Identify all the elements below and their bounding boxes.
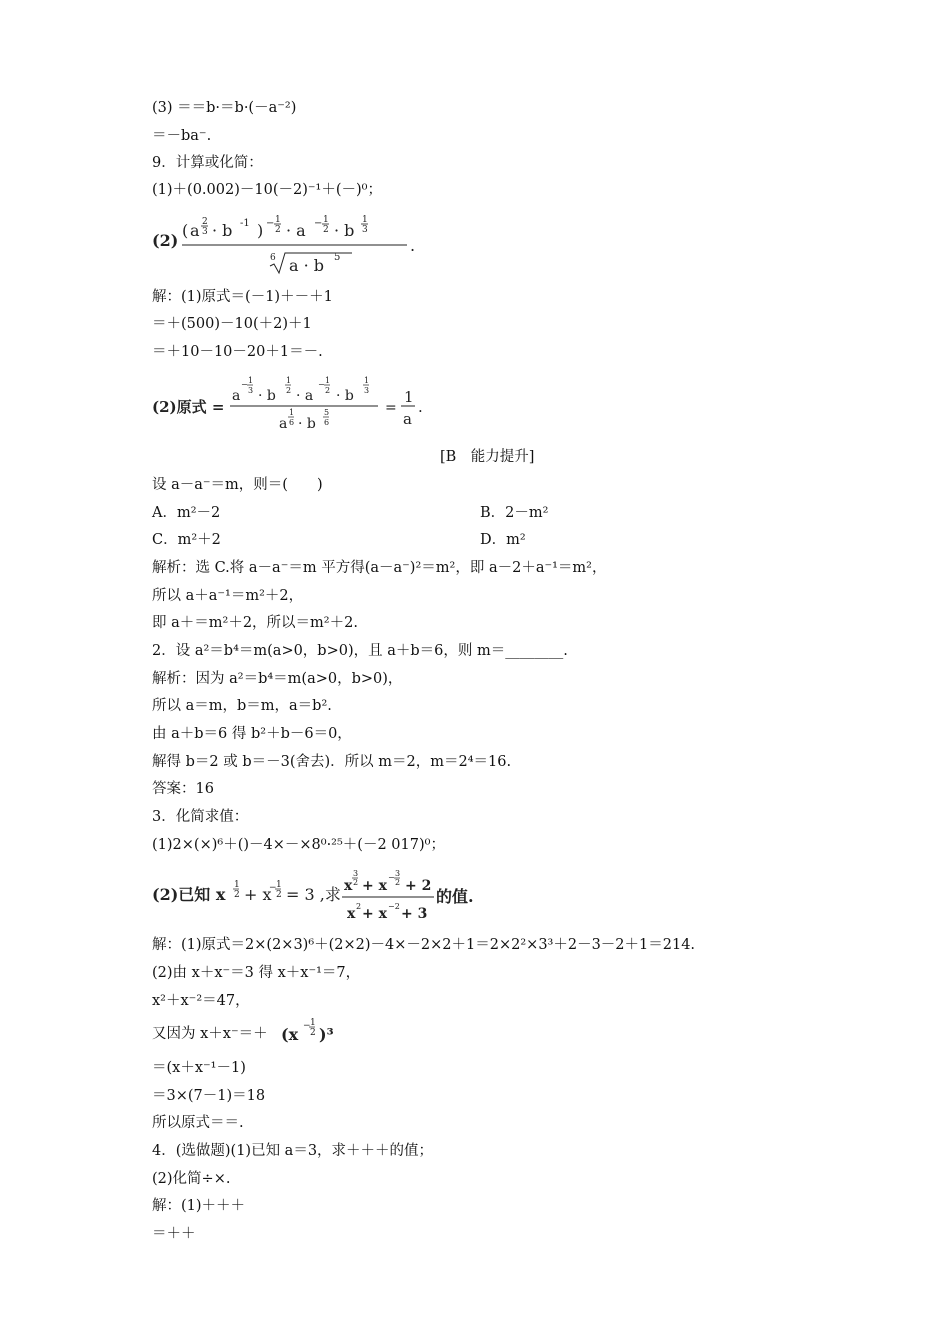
text-line: 所以 a＝m，b＝m，a＝b².	[152, 698, 332, 714]
svg-text:)³: )³	[319, 1025, 334, 1044]
option-a: A．m²－2	[152, 505, 221, 521]
svg-text:3: 3	[202, 227, 208, 237]
question-text: 2．设 a²＝b⁴＝m(a>0，b>0)，且 a＋b＝6，则 m＝________.	[152, 643, 568, 659]
option-b: B．2－m²	[480, 505, 549, 521]
svg-text:2: 2	[276, 890, 282, 900]
text-line: (2)由 x＋x⁻＝3 得 x＋x⁻¹＝7，	[152, 965, 361, 981]
problem-heading: 3．化简求值：	[152, 809, 249, 825]
svg-text:1: 1	[286, 376, 292, 385]
svg-text:5: 5	[324, 408, 330, 417]
svg-text:): )	[257, 221, 264, 240]
svg-text:1: 1	[362, 215, 368, 225]
svg-text:2: 2	[353, 878, 359, 887]
svg-text:· b: · b	[212, 221, 233, 240]
answer-text: 答案：16	[152, 781, 214, 797]
text-line: 解得 b＝2 或 b＝－3(舍去)．所以 m＝2，m＝2⁴＝16.	[152, 754, 512, 770]
text-line: 所以原式＝＝.	[152, 1115, 244, 1131]
problem-heading: 4．(选做题)(1)已知 a＝3，求＋＋＋的值；	[152, 1143, 434, 1159]
svg-text:1: 1	[289, 408, 295, 417]
svg-text:−: −	[266, 218, 275, 229]
svg-text:· a: · a	[296, 388, 314, 404]
svg-text:+ 2: + 2	[405, 878, 432, 894]
option-c: C．m²＋2	[152, 532, 221, 548]
svg-text:+ x: + x	[362, 906, 387, 922]
text-line: 解析：选 C.将 a－a⁻＝m 平方得(a－a⁻)²＝m²，即 a－2＋a⁻¹＝m²，	[152, 560, 607, 576]
text-line: 解析：因为 a²＝b⁴＝m(a>0，b>0)，	[152, 671, 403, 687]
text-line: ＝3×(7－1)＝18	[152, 1088, 266, 1104]
svg-text:1: 1	[248, 376, 254, 385]
equation-9-2-solution	[152, 372, 442, 438]
svg-text:a · b: a · b	[289, 256, 325, 275]
svg-text:· b: · b	[258, 388, 276, 404]
text-line: 解：(1)原式＝2×(2×3)⁶＋(2×2)－4×－2×2＋1＝2×2²×3³＋2－3－2＋1＝214.	[152, 937, 696, 953]
svg-text:2: 2	[202, 217, 208, 227]
svg-text:2: 2	[275, 225, 281, 235]
svg-text:6: 6	[289, 418, 295, 427]
equation-cube	[281, 1014, 351, 1052]
svg-text:x: x	[347, 906, 356, 922]
svg-text:· b: · b	[298, 416, 316, 432]
svg-text:2: 2	[395, 878, 401, 887]
svg-text:· b: · b	[336, 388, 354, 404]
text-line: 解：(1)原式＝(－1)＋－＋1	[152, 289, 333, 305]
svg-text:1: 1	[323, 215, 329, 225]
svg-text:1: 1	[234, 880, 240, 890]
text-line: ＝(x＋x⁻¹－1)	[152, 1060, 246, 1076]
svg-text:3: 3	[353, 869, 359, 878]
svg-text:的值.: 的值.	[436, 887, 474, 906]
svg-text:−: −	[388, 873, 395, 882]
svg-text:3: 3	[395, 869, 401, 878]
text-line: (1)＋(0.002)－10(－2)⁻¹＋(－)⁰；	[152, 182, 382, 198]
svg-text:+ x: + x	[362, 878, 387, 894]
svg-text:-1: -1	[240, 218, 250, 229]
svg-text:(2)原式 =: (2)原式 =	[152, 398, 225, 416]
text-line: 又因为 x＋x⁻＝＋	[152, 1026, 268, 1042]
svg-text:1: 1	[404, 388, 414, 406]
svg-text:(: (	[182, 221, 189, 240]
svg-text:.: .	[410, 236, 416, 255]
svg-text:2: 2	[325, 386, 331, 395]
svg-text:.: .	[418, 398, 423, 416]
section-title: [B 能力提升]	[440, 449, 535, 465]
svg-text:2: 2	[323, 225, 329, 235]
svg-text:x: x	[344, 878, 353, 894]
svg-text:2: 2	[356, 902, 362, 911]
problem-heading: 9．计算或化简：	[152, 155, 263, 171]
svg-text:1: 1	[364, 376, 370, 385]
eq-label: (2)	[152, 231, 179, 250]
svg-text:3: 3	[248, 386, 254, 395]
svg-text:a: a	[403, 410, 412, 428]
svg-text:−: −	[269, 883, 277, 893]
text-line: (2)化简÷×.	[152, 1171, 231, 1187]
text-line: ＝＋10－10－20＋1＝－.	[152, 344, 323, 360]
svg-text:· a: · a	[286, 221, 306, 240]
svg-text:1: 1	[276, 880, 282, 890]
svg-text:1: 1	[275, 215, 281, 225]
svg-text:+ 3: + 3	[401, 906, 428, 922]
svg-text:−: −	[241, 380, 248, 389]
svg-text:(2)已知 x: (2)已知 x	[152, 885, 226, 904]
equation-3-2	[152, 866, 492, 930]
text-line: (1)2×(×)⁶＋()－4×－×8⁰·²⁵＋(－2 017)⁰；	[152, 837, 445, 853]
text-line: ＝＋＋	[152, 1226, 196, 1242]
svg-text:2: 2	[310, 1028, 316, 1038]
svg-text:−: −	[314, 218, 323, 229]
text-line: ＝＋(500)－10(＋2)＋1	[152, 316, 312, 332]
svg-text:5: 5	[334, 252, 341, 263]
text-line: 即 a＋＝m²＋2，所以＝m²＋2.	[152, 615, 358, 631]
svg-text:· b: · b	[334, 221, 355, 240]
svg-text:=: =	[385, 400, 397, 416]
svg-text:−2: −2	[388, 902, 400, 911]
svg-text:2: 2	[286, 386, 292, 395]
svg-text:a: a	[279, 416, 288, 432]
option-d: D．m²	[480, 532, 526, 548]
equation-9-2	[152, 212, 442, 282]
svg-text:= 3 ,求: = 3 ,求	[286, 885, 341, 904]
svg-text:a: a	[190, 221, 200, 240]
svg-text:a: a	[232, 388, 241, 404]
text-line: 所以 a＋a⁻¹＝m²＋2，	[152, 588, 304, 604]
text-line: x²＋x⁻²＝47，	[152, 993, 250, 1009]
svg-text:6: 6	[324, 418, 330, 427]
text-line: 由 a＋b＝6 得 b²＋b－6＝0，	[152, 726, 352, 742]
svg-text:1: 1	[310, 1018, 316, 1028]
text-line: ＝－ba⁻.	[152, 128, 212, 144]
text-line: (3) ＝＝b·＝b·(－a⁻²)	[152, 100, 297, 116]
svg-text:−: −	[303, 1021, 311, 1031]
svg-text:3: 3	[362, 225, 368, 235]
svg-text:6: 6	[270, 253, 276, 263]
svg-text:3: 3	[364, 386, 370, 395]
text-line: 解：(1)＋＋＋	[152, 1198, 246, 1214]
question-text: 设 a－a⁻＝m，则＝( )	[152, 477, 323, 493]
svg-text:(x: (x	[281, 1025, 299, 1044]
svg-text:2: 2	[234, 890, 240, 900]
svg-text:1: 1	[325, 376, 331, 385]
svg-text:−: −	[318, 380, 325, 389]
svg-text:+ x: + x	[244, 885, 272, 904]
